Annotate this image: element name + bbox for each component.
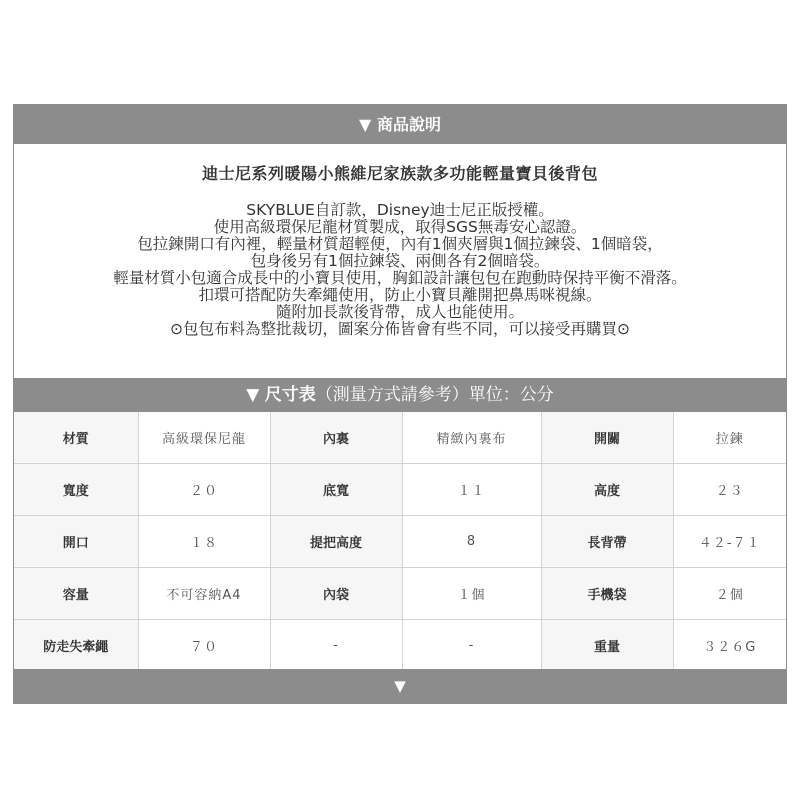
spec-value: ２個 (673, 568, 786, 620)
spec-label: 高度 (541, 464, 673, 516)
spec-value: 拉鍊 (673, 412, 786, 464)
table-row (14, 620, 786, 672)
spec-value: ２０ (138, 464, 270, 516)
spec-label: 重量 (541, 620, 673, 672)
description-line: 輕量材質小包適合成長中的小寶貝使用，胸釦設計讓包包在跑動時保持平衡不滑落。 (113, 269, 687, 287)
description-lines (14, 202, 786, 338)
spec-label: 手機袋 (541, 568, 673, 620)
size-chart-header (14, 378, 786, 412)
description-line: 隨附加長款後背帶，成人也能使用。 (275, 303, 524, 321)
spec-value: 不可容納A4 (138, 568, 270, 620)
spec-value: １８ (138, 516, 270, 568)
spec-label: 底寬 (270, 464, 402, 516)
spec-label: 提把高度 (270, 516, 402, 568)
spec-value: - (402, 620, 541, 672)
spec-label: 材質 (14, 412, 138, 464)
spec-value: 高級環保尼龍 (138, 412, 270, 464)
size-chart-unit-note: （測量方式請參考）單位：公分 (315, 385, 554, 405)
spec-value: ７０ (138, 620, 270, 672)
footer-bar (14, 669, 786, 703)
description-line: 包身後另有1個拉鍊袋、兩側各有2個暗袋。 (250, 252, 550, 270)
spec-label: 開口 (14, 516, 138, 568)
spec-value: - (270, 620, 402, 672)
triangle-down-icon: ▼ (359, 115, 372, 134)
spec-label: 內裏 (270, 412, 402, 464)
description-line: SKYBLUE自訂款，Disney迪士尼正版授權。 (246, 201, 554, 219)
description-line: ⊙包包布料為整批裁切，圖案分佈皆會有些不同，可以接受再購買⊙ (170, 320, 630, 338)
spec-label: 寬度 (14, 464, 138, 516)
description-line: 包拉鍊開口有內裡，輕量材質超輕便，內有1個夾層與1個拉鍊袋、1個暗袋， (137, 235, 663, 253)
spec-label: 內袋 (270, 568, 402, 620)
product-description-header (14, 105, 786, 144)
spec-label: 防走失牽繩 (14, 620, 138, 672)
spec-value: ４２-７１ (673, 516, 786, 568)
product-info-panel (13, 104, 787, 704)
spec-label: 長背帶 (541, 516, 673, 568)
spec-value: 精緻內裏布 (402, 412, 541, 464)
product-name: 迪士尼系列暖陽小熊維尼家族款多功能輕量寶貝後背包 (201, 164, 598, 183)
table-row (14, 464, 786, 516)
product-description-title: 商品說明 (376, 115, 441, 134)
size-table (14, 412, 786, 671)
spec-label: 容量 (14, 568, 138, 620)
triangle-down-icon: ▼ (246, 385, 260, 405)
spec-label: 開關 (541, 412, 673, 464)
triangle-down-icon: ▼ (394, 677, 406, 695)
table-row (14, 516, 786, 568)
table-row (14, 568, 786, 620)
description-line: 使用高級環保尼龍材質製成，取得SGS無毒安心認證。 (213, 218, 587, 236)
product-description (14, 144, 786, 378)
description-line: 扣環可搭配防失牽繩使用，防止小寶貝離開把鼻馬咪視線。 (198, 286, 602, 304)
spec-value: ２３ (673, 464, 786, 516)
spec-value: ３２６G (673, 620, 786, 672)
spec-value: 8 (402, 516, 541, 568)
table-row (14, 412, 786, 464)
spec-value: １個 (402, 568, 541, 620)
spec-value: １１ (402, 464, 541, 516)
size-chart-title: 尺寸表 (264, 385, 316, 405)
